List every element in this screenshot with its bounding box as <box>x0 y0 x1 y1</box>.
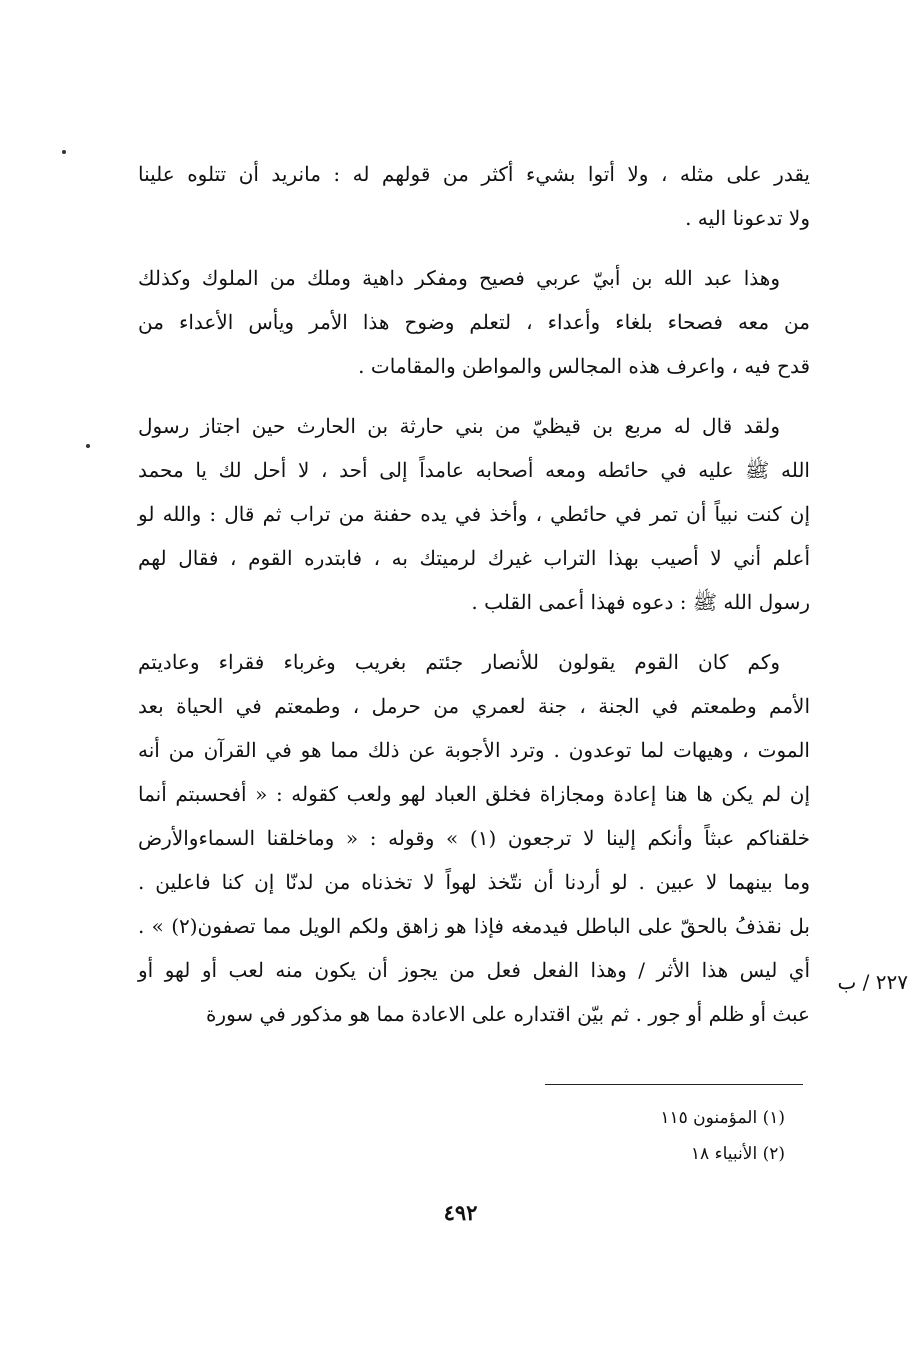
text-line: أي ليس هذا الأثر / وهذا الفعل فعل من يجوز أن يكون منه لعب أو لهو أو <box>138 958 810 982</box>
text-line: الأمم وطمعتم في الجنة ، جنة لعمري من حرمل ، وطمعتم في الحياة بعد <box>138 694 810 718</box>
paragraph-4 <box>138 640 810 1036</box>
text-line: ولقد قال له مربع بن قيظيّ من بني حارثة بن الحارث حين اجتاز رسول <box>138 414 780 438</box>
paragraph-3 <box>138 404 810 624</box>
text-line: رسول الله ﷺ : دعوه فهذا أعمى القلب . <box>471 590 810 614</box>
scan-speck <box>86 444 90 448</box>
footnote: (٢) الأنبياء ١٨ <box>690 1144 785 1164</box>
page-number: ٤٩٢ <box>443 1200 478 1225</box>
paragraph-1 <box>138 152 810 240</box>
text-line: ولا تدعونا اليه . <box>685 206 810 230</box>
text-line: إن كنت نبياً أن تمر في حائطي ، وأخذ في يده حفنة من تراب ثم قال : والله لو <box>138 502 810 526</box>
text-line: وما بينهما لا عبين . لو أردنا أن نتّخذ لهواً لا تخذناه من لدنّا إن كنا فاعلين . <box>138 870 810 894</box>
paragraph-2 <box>138 256 810 388</box>
main-text <box>138 152 810 1036</box>
text-line: إن لم يكن ها هنا إعادة ومجازاة فخلق العباد لهو ولعب كقوله : « أفحسبتم أنما <box>138 782 810 806</box>
text-line: وهذا عبد الله بن أبيّ عربي فصيح ومفكر داهية وملك من الملوك وكذلك <box>138 266 780 290</box>
text-line: يقدر على مثله ، ولا أتوا بشيء أكثر من قولهم له : مانريد أن تتلوه علينا <box>138 162 811 186</box>
text-line: أعلم أني لا أصيب بهذا التراب غيرك لرميتك به ، فابتدره القوم ، فقال لهم <box>138 546 810 570</box>
footnote-divider <box>545 1084 803 1085</box>
text-line: الله ﷺ عليه في حائطه ومعه أصحابه عامداً إلى أحد ، لا أحل لك يا محمد <box>138 458 810 482</box>
scan-speck <box>62 150 66 154</box>
text-line: خلقناكم عبثاً وأنكم إلينا لا ترجعون (١) » وقوله : « وماخلقنا السماءوالأرض <box>138 826 810 850</box>
text-line: وكم كان القوم يقولون للأنصار جئتم بغريب وغرباء فقراء وعاديتم <box>138 650 780 674</box>
text-line: بل نقذفُ بالحقّ على الباطل فيدمغه فإذا هو زاهق ولكم الويل مما تصفون(٢) » . <box>138 914 810 938</box>
text-line: عبث أو ظلم أو جور . ثم بيّن اقتداره على الاعادة مما هو مذكور في سورة <box>205 1002 810 1026</box>
text-line: الموت ، وهيهات لما توعدون . وترد الأجوبة عن ذلك مما هو في القرآن من أنه <box>138 738 810 762</box>
footnote: (١) المؤمنون ١١٥ <box>660 1108 785 1128</box>
manuscript-folio-marker: ٢٢٧ / ب <box>837 970 908 994</box>
text-line: قدح فيه ، واعرف هذه المجالس والمواطن والمقامات . <box>358 354 810 378</box>
text-line: من معه فصحاء بلغاء وأعداء ، لتعلم وضوح هذا الأمر ويأس الأعداء من <box>138 310 810 334</box>
footnotes <box>560 1100 785 1172</box>
